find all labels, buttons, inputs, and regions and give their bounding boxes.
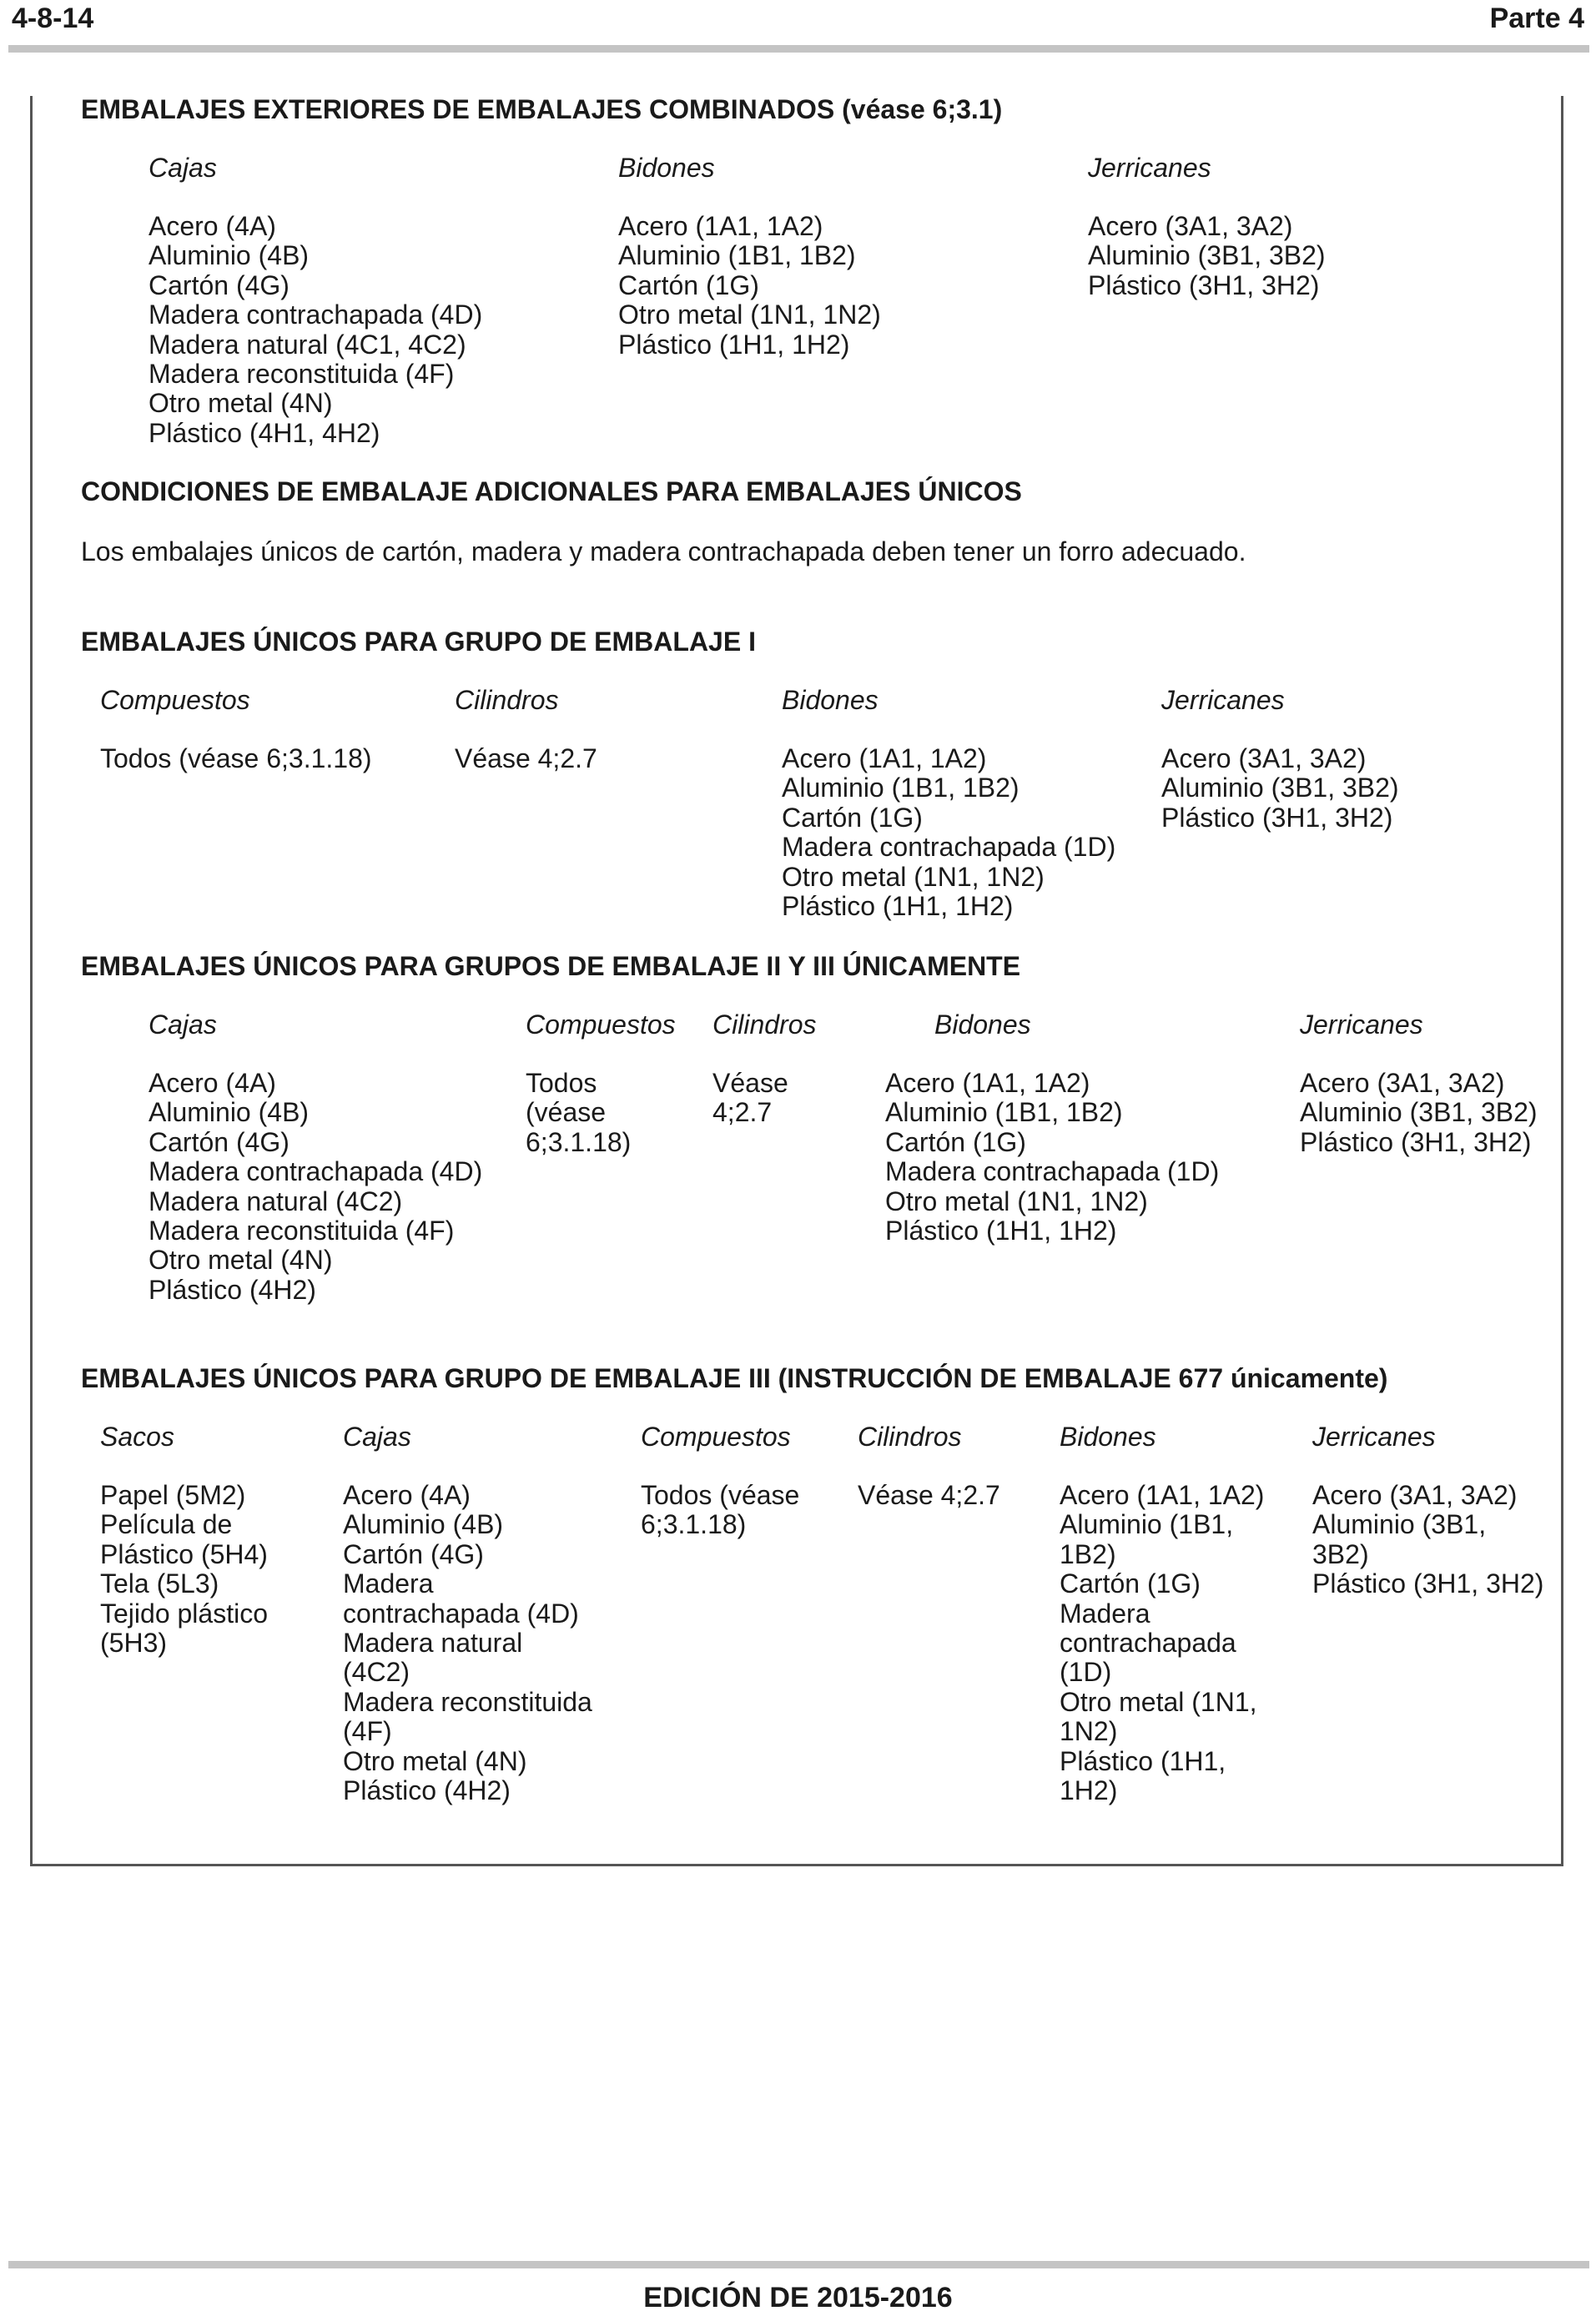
- list-item: Acero (1A1, 1A2): [1060, 1480, 1265, 1510]
- list-item: Cartón (1G): [618, 269, 759, 300]
- list-item: Acero (4A): [343, 1480, 471, 1510]
- list-item: Otro metal (1N1, 1N2): [782, 861, 1045, 892]
- list-item: Película de: [100, 1509, 233, 1540]
- list-jerricanes: [1312, 1481, 1543, 1599]
- list-item: Aluminio (4B): [149, 1097, 310, 1128]
- list-item: Todos: [526, 1068, 597, 1098]
- col-head-cilindros: Cilindros: [712, 1009, 817, 1040]
- list-item: Véase 4;2.7: [858, 1480, 1000, 1510]
- list-sacos: [100, 1481, 268, 1658]
- list-item: Plástico (4H2): [149, 1274, 316, 1305]
- list-cajas: [149, 212, 482, 448]
- list-item: Acero (3A1, 3A2): [1300, 1068, 1505, 1098]
- list-item: Madera natural: [343, 1628, 523, 1659]
- list-item: Aluminio (4B): [149, 240, 310, 271]
- list-item: 1H2): [1060, 1775, 1118, 1806]
- list-item: Madera: [343, 1568, 434, 1599]
- col-head-compuestos: Compuestos: [100, 685, 250, 715]
- list-item: Aluminio (3B1, 3B2): [1300, 1097, 1538, 1128]
- list-item: Otro metal (4N): [149, 388, 333, 419]
- col-head-bidones: Bidones: [1060, 1422, 1156, 1452]
- list-item: 1N2): [1060, 1716, 1118, 1747]
- list-item: 3B2): [1312, 1538, 1369, 1569]
- list-item: 6;3.1.18): [526, 1126, 632, 1157]
- list-item: Aluminio (1B1, 1B2): [782, 773, 1020, 803]
- list-item: Madera contrachapada (1D): [782, 832, 1116, 863]
- list-item: (véase: [526, 1097, 607, 1128]
- list-item: 1B2): [1060, 1538, 1116, 1569]
- list-item: Otro metal (4N): [149, 1245, 333, 1276]
- list-item: Cartón (4G): [343, 1538, 484, 1569]
- col-head-compuestos: Compuestos: [526, 1009, 676, 1040]
- col-head-sacos: Sacos: [100, 1422, 174, 1452]
- section-title-combined-outer: EMBALAJES EXTERIORES DE EMBALAJES COMBINADOS (véase 6;3.1): [81, 94, 1003, 124]
- list-item: Véase 4;2.7: [455, 743, 597, 773]
- list-item: Madera natural (4C2): [149, 1186, 403, 1216]
- list-cajas: [149, 1069, 482, 1305]
- list-item: Plástico (1H1, 1H2): [618, 329, 850, 360]
- list-item: Cartón (4G): [149, 269, 289, 300]
- list-item: Plástico (3H1, 3H2): [1161, 802, 1393, 833]
- list-item: Acero (3A1, 3A2): [1312, 1480, 1518, 1510]
- col-head-cajas: Cajas: [149, 1009, 217, 1040]
- list-compuestos: [526, 1069, 631, 1157]
- list-item: Otro metal (1N1,: [1060, 1686, 1257, 1717]
- col-head-cilindros: Cilindros: [455, 685, 559, 715]
- col-head-cilindros: Cilindros: [858, 1422, 962, 1452]
- part-label: Parte 4: [1489, 3, 1584, 34]
- additional-conditions-text: Los embalajes únicos de cartón, madera y madera contrachapada deben tener un forro adecuado.: [81, 536, 1246, 566]
- list-jerricanes: [1300, 1069, 1538, 1157]
- list-item: 4;2.7: [712, 1097, 773, 1128]
- list-item: Plástico (1H1, 1H2): [885, 1216, 1117, 1246]
- col-head-compuestos: Compuestos: [641, 1422, 791, 1452]
- list-item: Plástico (5H4): [100, 1538, 268, 1569]
- section-title-group-i: EMBALAJES ÚNICOS PARA GRUPO DE EMBALAJE I: [81, 627, 756, 657]
- col-head-bidones: Bidones: [934, 1009, 1031, 1040]
- list-item: (5H3): [100, 1628, 168, 1659]
- list-item: Otro metal (1N1, 1N2): [618, 300, 881, 330]
- page-number: 4-8-14: [12, 3, 94, 34]
- list-item: Aluminio (1B1,: [1060, 1509, 1234, 1540]
- list-item: Madera natural (4C1, 4C2): [149, 329, 466, 360]
- list-item: Aluminio (1B1, 1B2): [885, 1097, 1123, 1128]
- list-item: Madera: [1060, 1598, 1150, 1629]
- col-head-jerricanes: Jerricanes: [1300, 1009, 1423, 1040]
- list-item: Acero (1A1, 1A2): [885, 1068, 1090, 1098]
- list-jerricanes: [1088, 212, 1326, 300]
- col-head-bidones: Bidones: [782, 685, 879, 715]
- section-title-group-ii-iii: EMBALAJES ÚNICOS PARA GRUPOS DE EMBALAJE II Y III ÚNICAMENTE: [81, 951, 1021, 981]
- list-cilindros: [858, 1481, 1000, 1510]
- col-head-jerricanes: Jerricanes: [1312, 1422, 1436, 1452]
- footer-rule: [8, 2261, 1589, 2268]
- list-item: contrachapada (4D): [343, 1598, 579, 1629]
- list-item: Cartón (1G): [1060, 1568, 1201, 1599]
- list-item: Madera contrachapada (4D): [149, 300, 483, 330]
- list-cajas: [343, 1481, 592, 1805]
- list-item: Madera contrachapada (1D): [885, 1156, 1220, 1187]
- list-item: Todos (véase: [641, 1480, 800, 1510]
- edition-footer: EDICIÓN DE 2015-2016: [643, 2282, 953, 2313]
- list-item: Acero (3A1, 3A2): [1161, 743, 1367, 773]
- list-item: Acero (4A): [149, 1068, 276, 1098]
- list-bidones: [885, 1069, 1219, 1246]
- list-item: Aluminio (3B1, 3B2): [1161, 773, 1399, 803]
- list-item: Aluminio (3B1,: [1312, 1509, 1487, 1540]
- list-item: (1D): [1060, 1657, 1112, 1688]
- list-cilindros: [455, 744, 597, 773]
- list-item: Plástico (4H2): [343, 1775, 511, 1806]
- list-item: Acero (3A1, 3A2): [1088, 211, 1293, 241]
- list-item: Acero (4A): [149, 211, 276, 241]
- list-bidones: [618, 212, 881, 360]
- list-item: Plástico (1H1,: [1060, 1745, 1226, 1776]
- list-compuestos: [641, 1481, 799, 1540]
- list-item: Aluminio (4B): [343, 1509, 504, 1540]
- list-item: Madera reconstituida: [343, 1686, 592, 1717]
- list-item: Todos (véase 6;3.1.18): [100, 743, 372, 773]
- list-item: Plástico (3H1, 3H2): [1088, 269, 1320, 300]
- list-item: Cartón (1G): [885, 1126, 1026, 1157]
- list-item: 6;3.1.18): [641, 1509, 747, 1540]
- list-item: Tela (5L3): [100, 1568, 219, 1599]
- list-item: Cartón (1G): [782, 802, 923, 833]
- list-item: Madera contrachapada (4D): [149, 1156, 483, 1187]
- list-item: Plástico (1H1, 1H2): [782, 891, 1014, 922]
- list-item: Acero (1A1, 1A2): [782, 743, 987, 773]
- list-item: (4F): [343, 1716, 392, 1747]
- list-item: Aluminio (1B1, 1B2): [618, 240, 856, 271]
- list-compuestos: [100, 744, 372, 773]
- col-head-jerricanes: Jerricanes: [1161, 685, 1285, 715]
- list-cilindros: [712, 1069, 788, 1128]
- list-item: Plástico (4H1, 4H2): [149, 417, 380, 448]
- list-item: Aluminio (3B1, 3B2): [1088, 240, 1326, 271]
- list-bidones: [1060, 1481, 1264, 1805]
- list-jerricanes: [1161, 744, 1399, 833]
- list-item: Madera reconstituida (4F): [149, 1216, 455, 1246]
- section-title-additional-conditions: CONDICIONES DE EMBALAJE ADICIONALES PARA EMBALAJES ÚNICOS: [81, 476, 1022, 506]
- list-bidones: [782, 744, 1115, 921]
- list-item: Otro metal (4N): [343, 1745, 527, 1776]
- list-item: Tejido plástico: [100, 1598, 268, 1629]
- col-head-cajas: Cajas: [149, 153, 217, 183]
- list-item: Papel (5M2): [100, 1480, 246, 1510]
- col-head-cajas: Cajas: [343, 1422, 411, 1452]
- list-item: Cartón (4G): [149, 1126, 289, 1157]
- list-item: Madera reconstituida (4F): [149, 359, 455, 390]
- section-title-group-iii-677: EMBALAJES ÚNICOS PARA GRUPO DE EMBALAJE III (INSTRUCCIÓN DE EMBALAJE 677 únicamente): [81, 1363, 1388, 1393]
- col-head-jerricanes: Jerricanes: [1088, 153, 1211, 183]
- list-item: contrachapada: [1060, 1628, 1236, 1659]
- list-item: Otro metal (1N1, 1N2): [885, 1186, 1148, 1216]
- list-item: (4C2): [343, 1657, 410, 1688]
- list-item: Plástico (3H1, 3H2): [1300, 1126, 1532, 1157]
- list-item: Véase: [712, 1068, 788, 1098]
- col-head-bidones: Bidones: [618, 153, 715, 183]
- header-rule: [8, 45, 1589, 53]
- list-item: Plástico (3H1, 3H2): [1312, 1568, 1544, 1599]
- list-item: Acero (1A1, 1A2): [618, 211, 823, 241]
